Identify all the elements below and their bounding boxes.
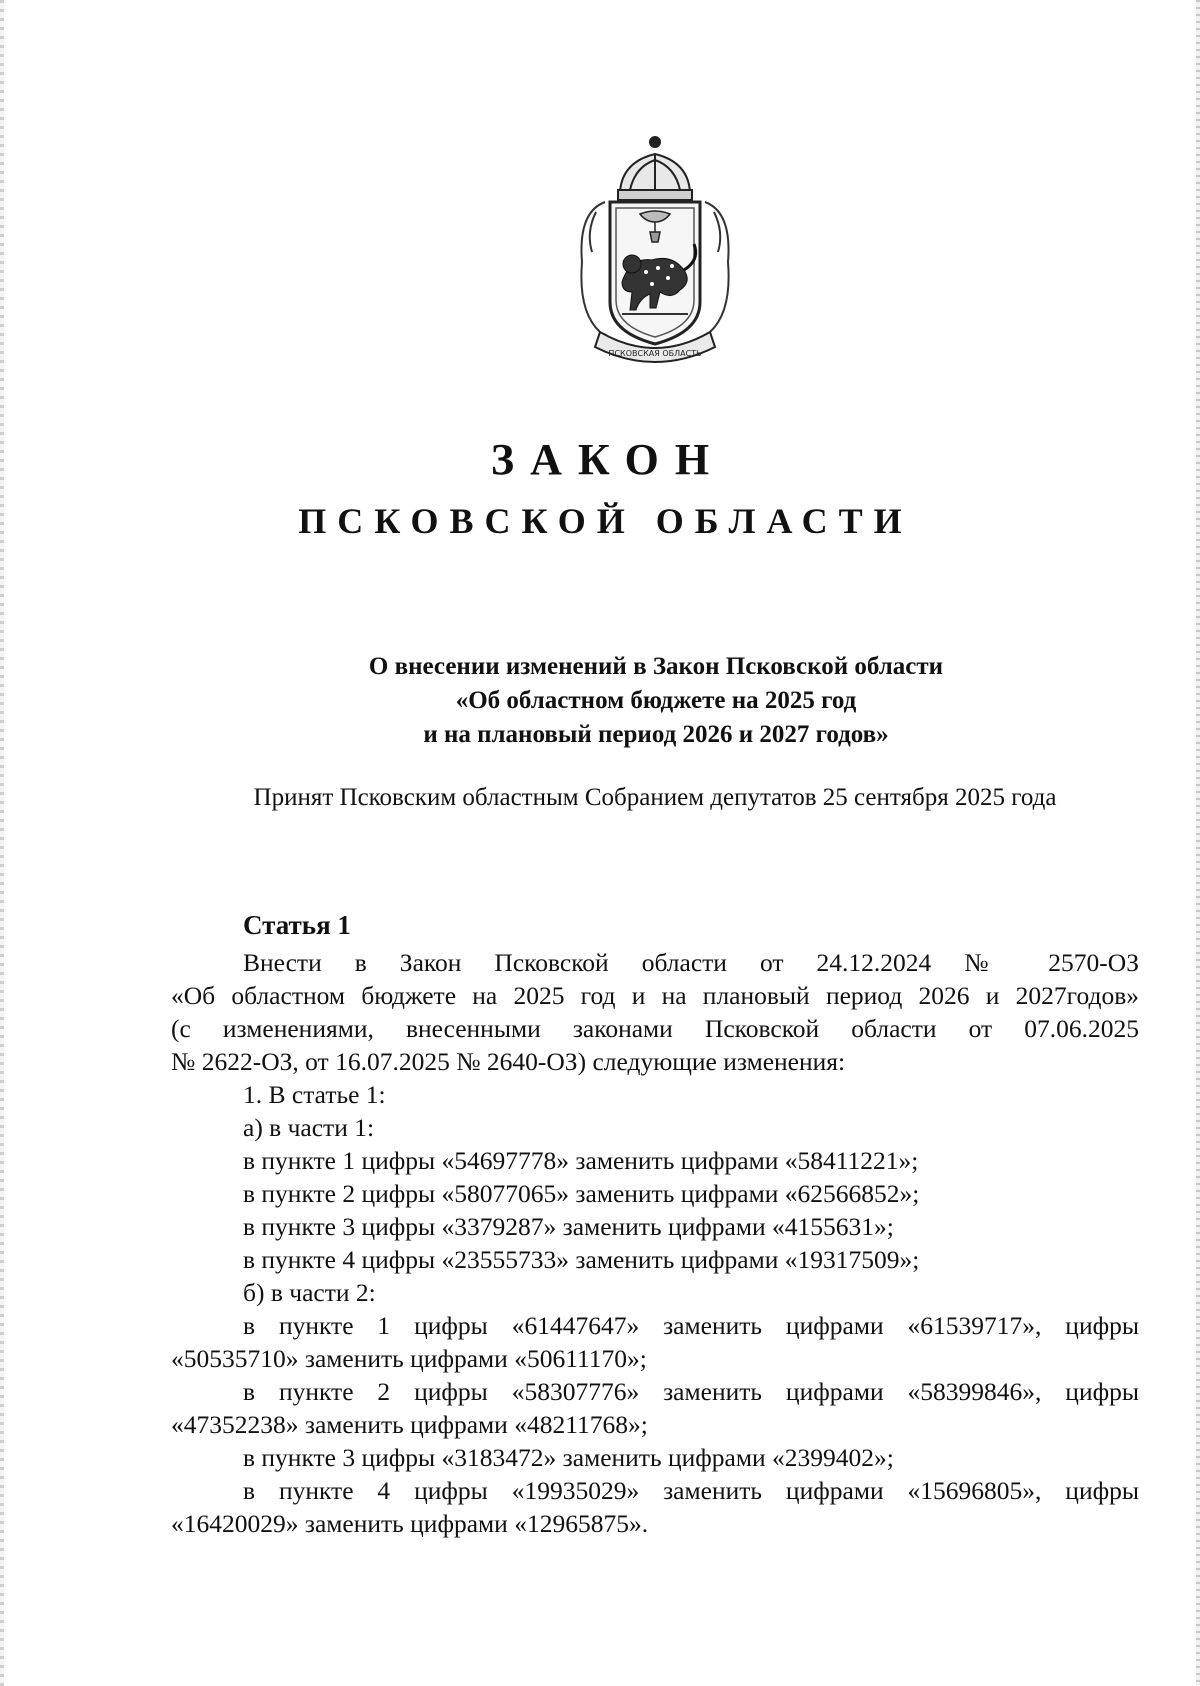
paragraph-line: (с изменениями, внесенными законами Псковской области от 07.06.2025 xyxy=(171,1014,1139,1043)
list-item: в пункте 2 цифры «58307776» заменить цифрами «58399846», цифры xyxy=(243,1377,1139,1406)
coat-of-arms-icon xyxy=(560,132,750,377)
law-title: ЗАКОН xyxy=(490,435,726,484)
paragraph-line: Внести в Закон Псковской области от 24.12.2024 № 2570-ОЗ xyxy=(243,948,1139,977)
list-item: б) в части 2: xyxy=(243,1278,376,1307)
list-item: в пункте 2 цифры «58077065» заменить цифрами «62566852»; xyxy=(243,1179,920,1208)
list-item-continuation: «47352238» заменить цифрами «48211768»; xyxy=(171,1410,648,1439)
law-subject xyxy=(0,650,1200,752)
svg-text:ПСКОВСКАЯ ОБЛАСТЬ: ПСКОВСКАЯ ОБЛАСТЬ xyxy=(608,349,702,358)
article-heading: Статья 1 xyxy=(243,910,351,940)
list-item: в пункте 3 цифры «3183472» заменить цифрами «2399402»; xyxy=(243,1443,894,1472)
paragraph-line: № 2622-ОЗ, от 16.07.2025 № 2640-ОЗ) следующие изменения: xyxy=(171,1047,846,1076)
region-title: ПСКОВСКОЙ ОБЛАСТИ xyxy=(298,501,913,541)
scan-edge-left xyxy=(0,0,4,1686)
list-item: 1. В статье 1: xyxy=(243,1080,386,1109)
list-item: в пункте 3 цифры «3379287» заменить цифрами «4155631»; xyxy=(243,1212,894,1241)
list-item: а) в части 1: xyxy=(243,1113,375,1142)
list-item-continuation: «50535710» заменить цифрами «50611170»; xyxy=(171,1344,647,1373)
adoption-statement: Принят Псковским областным Собранием депутатов 25 сентября 2025 года xyxy=(253,784,1057,811)
paragraph-line: «Об областном бюджете на 2025 год и на плановый период 2026 и 2027годов» xyxy=(171,981,1139,1010)
list-item: в пункте 1 цифры «61447647» заменить цифрами «61539717», цифры xyxy=(243,1311,1139,1340)
subject-line: «Об областном бюджете на 2025 год xyxy=(455,687,857,714)
list-item: в пункте 1 цифры «54697778» заменить цифрами «58411221»; xyxy=(243,1146,919,1175)
subject-line: О внесении изменений в Закон Псковской области xyxy=(368,653,944,680)
scan-edge-right xyxy=(1196,0,1200,1686)
subject-line: и на плановый период 2026 и 2027 годов» xyxy=(423,721,889,748)
list-item: в пункте 4 цифры «23555733» заменить цифрами «19317509»; xyxy=(243,1245,920,1274)
article-body xyxy=(171,946,1139,1540)
list-item: в пункте 4 цифры «19935029» заменить цифрами «15696805», цифры xyxy=(243,1476,1139,1505)
list-item-continuation: «16420029» заменить цифрами «12965875». xyxy=(171,1509,649,1538)
